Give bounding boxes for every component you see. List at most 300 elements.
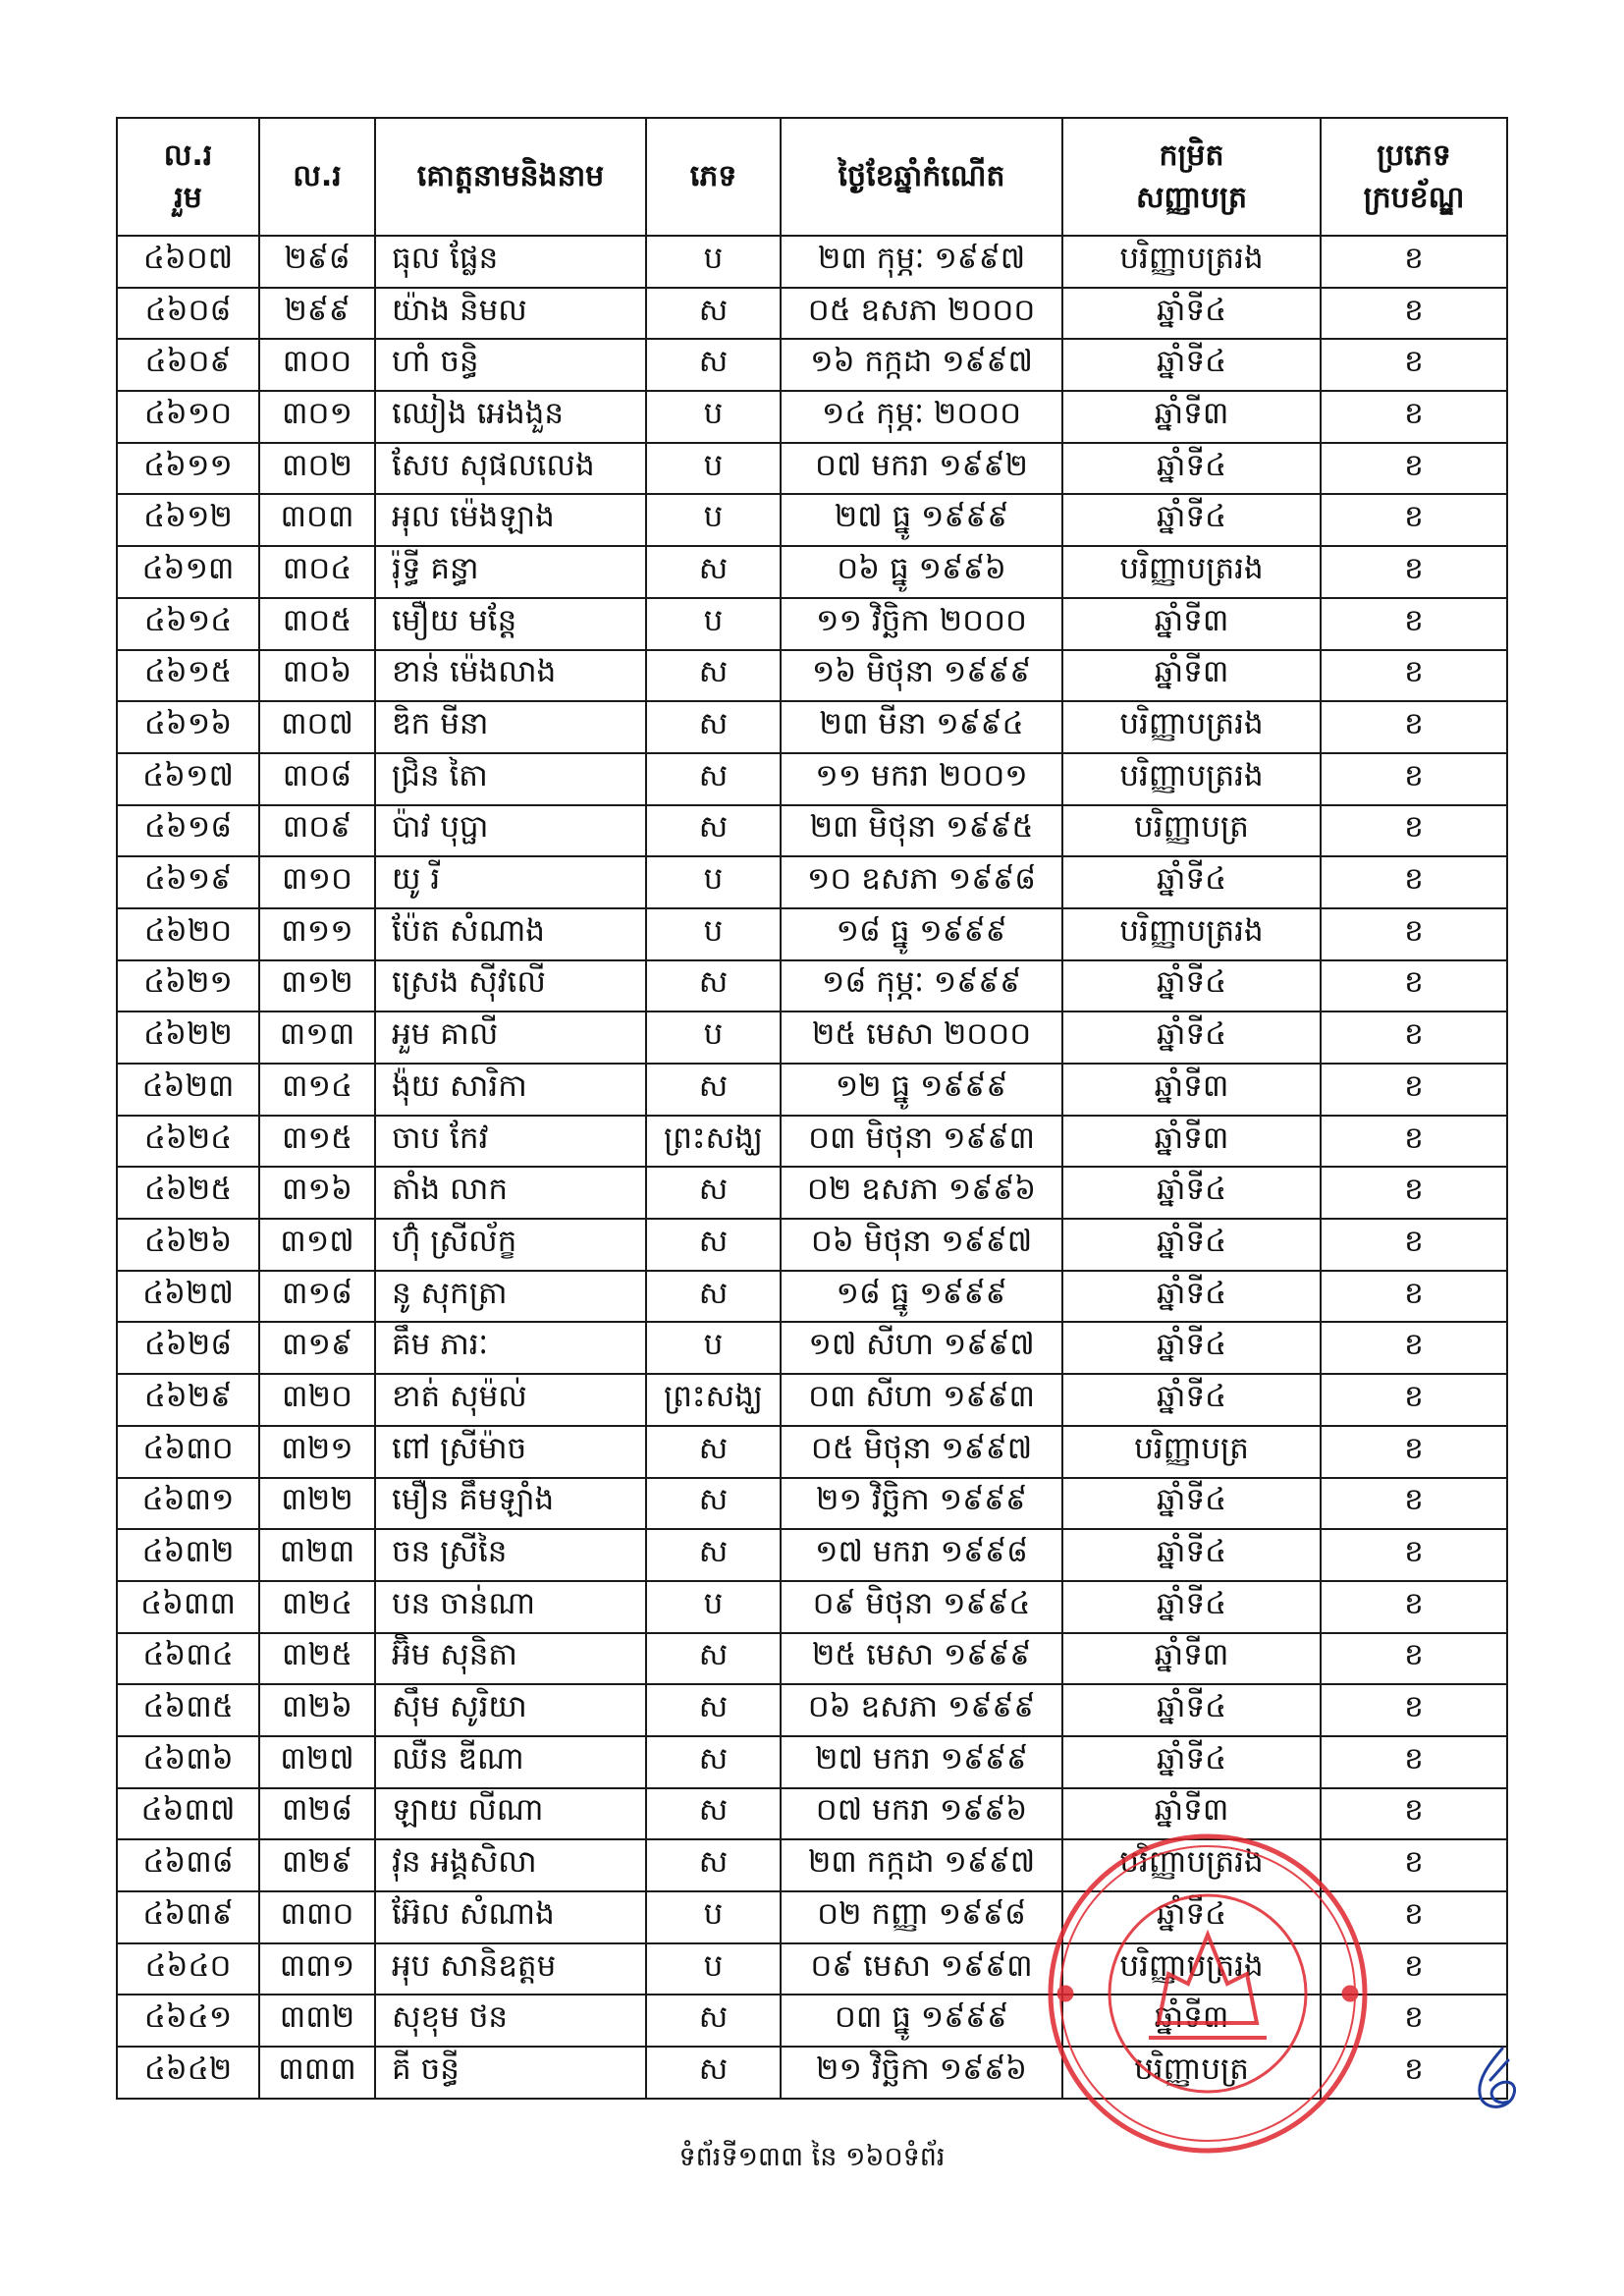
cell-no: ៣០៩ [259,805,375,857]
cell-category: ខ [1321,1374,1507,1426]
cell-no: ៣១០ [259,856,375,908]
cell-degree: ឆ្នាំទី៤ [1062,1478,1321,1530]
cell-birth-date: ០៦ មិថុនា ១៩៩៧ [781,1219,1062,1271]
cell-category: ខ [1321,1633,1507,1685]
table-row [117,339,1507,391]
cell-sex: ប [646,236,781,288]
cell-degree: ឆ្នាំទី៤ [1062,960,1321,1012]
cell-overall-no: ៤៦១៤ [117,598,259,650]
cell-sex: ប [646,598,781,650]
cell-no: ៣០៣ [259,494,375,546]
col-header-label: ល.រ រួម [163,137,213,215]
cell-birth-date: ២១ វិច្ឆិកា ១៩៩៦ [781,2047,1062,2099]
cell-category: ខ [1321,494,1507,546]
signature-mark [1463,2041,1532,2119]
cell-no: ៣០៦ [259,650,375,702]
cell-name: ចាប កែវ [375,1116,646,1168]
cell-category: ខ [1321,546,1507,598]
cell-degree: បរិញ្ញាបត្រ [1062,805,1321,857]
cell-overall-no: ៤៦១៧ [117,753,259,805]
cell-birth-date: ២៣ មិថុនា ១៩៩៥ [781,805,1062,857]
table-row [117,650,1507,702]
cell-birth-date: ២១ វិច្ឆិកា ១៩៩៩ [781,1478,1062,1530]
cell-name: ហ៊ុំ ស្រីល័ក្ខ [375,1219,646,1271]
cell-birth-date: ១០ ឧសភា ១៩៩៨ [781,856,1062,908]
cell-degree: ឆ្នាំទី៣ [1062,598,1321,650]
cell-name: អ៊ិម សុនិតា [375,1633,646,1685]
cell-name: អុប សានិឧត្តម [375,1943,646,1995]
table-row [117,1116,1507,1168]
cell-name: ឡាយ លីណា [375,1788,646,1840]
cell-overall-no: ៤៦២៦ [117,1219,259,1271]
table-header-row [117,118,1507,236]
cell-sex: ស [646,288,781,340]
cell-category: ខ [1321,960,1507,1012]
cell-name: ឈៀង អេងងួន [375,391,646,443]
cell-sex: ស [646,753,781,805]
cell-degree: បរិញ្ញាបត្ររង [1062,753,1321,805]
cell-name: ធុល ផ្លែន [375,236,646,288]
cell-sex: ស [646,1529,781,1581]
col-header-degree [1062,118,1321,236]
cell-overall-no: ៤៦២៤ [117,1116,259,1168]
cell-no: ៣២៨ [259,1788,375,1840]
cell-birth-date: ១៤ កុម្ភៈ ២០០០ [781,391,1062,443]
cell-degree: ឆ្នាំទី៣ [1062,391,1321,443]
cell-degree: បរិញ្ញាបត្ររង [1062,1943,1321,1995]
cell-name: រ៉ុទ្ធី គន្ធា [375,546,646,598]
table-row [117,1271,1507,1323]
cell-sex: ស [646,701,781,753]
roster-body [117,236,1507,2099]
cell-birth-date: ០៦ ធ្នូ ១៩៩៦ [781,546,1062,598]
cell-no: ៣២២ [259,1478,375,1530]
cell-no: ៣១៩ [259,1322,375,1374]
cell-overall-no: ៤៦១០ [117,391,259,443]
cell-sex: ស [646,1684,781,1736]
table-row [117,1064,1507,1116]
table-row [117,805,1507,857]
table-row [117,494,1507,546]
cell-no: ៣១៣ [259,1011,375,1064]
cell-sex: ស [646,805,781,857]
cell-birth-date: ០៦ ឧសភា ១៩៩៩ [781,1684,1062,1736]
cell-birth-date: ០៣ មិថុនា ១៩៩៣ [781,1116,1062,1168]
cell-birth-date: ០៥ ឧសភា ២០០០ [781,288,1062,340]
col-header-label: គោត្តនាមនិងនាម [416,159,605,194]
cell-overall-no: ៤៦២៨ [117,1322,259,1374]
cell-birth-date: ០២ កញ្ញា ១៩៩៨ [781,1891,1062,1943]
cell-sex: ស [646,960,781,1012]
cell-degree: ឆ្នាំទី៤ [1062,288,1321,340]
cell-category: ខ [1321,805,1507,857]
cell-overall-no: ៤៦១១ [117,443,259,495]
cell-birth-date: ១១ វិច្ឆិកា ២០០០ [781,598,1062,650]
cell-no: ៣៣១ [259,1943,375,1995]
cell-sex: ស [646,1839,781,1891]
cell-category: ខ [1321,1271,1507,1323]
cell-category: ខ [1321,236,1507,288]
cell-sex: ស [646,1633,781,1685]
cell-name: សុខុម ថន [375,1995,646,2047]
cell-degree: ឆ្នាំទី៤ [1062,1011,1321,1064]
roster-table [116,117,1508,2100]
col-header-label: ប្រភេទ ក្របខ័ណ្ឌ [1363,137,1465,215]
cell-overall-no: ៤៦១៥ [117,650,259,702]
cell-category: ខ [1321,1736,1507,1788]
cell-birth-date: ០៧ មករា ១៩៩២ [781,443,1062,495]
cell-overall-no: ៤៦៤១ [117,1995,259,2047]
cell-sex: ព្រះសង្ឃ [646,1116,781,1168]
cell-no: ៣១១ [259,908,375,960]
table-row [117,856,1507,908]
cell-category: ខ [1321,1064,1507,1116]
col-header-category [1321,118,1507,236]
cell-no: ៣០៤ [259,546,375,598]
cell-name: ស្រេង ស៊ីវលើ [375,960,646,1012]
table-row [117,1426,1507,1478]
cell-name: ឈឺន ឌីណា [375,1736,646,1788]
cell-sex: ព្រះសង្ឃ [646,1374,781,1426]
cell-birth-date: ១១ មករា ២០០១ [781,753,1062,805]
cell-category: ខ [1321,1995,1507,2047]
cell-category: ខ [1321,1116,1507,1168]
cell-degree: ឆ្នាំទី៤ [1062,1581,1321,1633]
cell-sex: ស [646,2047,781,2099]
cell-birth-date: ០៩ មេសា ១៩៩៣ [781,1943,1062,1995]
cell-category: ខ [1321,701,1507,753]
cell-no: ៣២៧ [259,1736,375,1788]
cell-degree: ឆ្នាំទី៤ [1062,1891,1321,1943]
cell-no: ៣០៥ [259,598,375,650]
col-header-label: ល.រ [293,159,342,194]
cell-sex: ប [646,1581,781,1633]
cell-no: ៣០៧ [259,701,375,753]
cell-category: ខ [1321,1011,1507,1064]
cell-birth-date: ២៥ មេសា ១៩៩៩ [781,1633,1062,1685]
cell-degree: ឆ្នាំទី៤ [1062,443,1321,495]
cell-birth-date: ២៣ មីនា ១៩៩៤ [781,701,1062,753]
cell-birth-date: ១៨ ធ្នូ ១៩៩៩ [781,908,1062,960]
cell-no: ២៩៨ [259,236,375,288]
cell-category: ខ [1321,1839,1507,1891]
cell-sex: ប [646,494,781,546]
table-row [117,1374,1507,1426]
cell-category: ខ [1321,856,1507,908]
cell-overall-no: ៤៦២២ [117,1011,259,1064]
cell-birth-date: ១៦ មិថុនា ១៩៩៩ [781,650,1062,702]
cell-degree: ឆ្នាំទី៣ [1062,650,1321,702]
cell-no: ៣០០ [259,339,375,391]
cell-overall-no: ៤៦១៦ [117,701,259,753]
cell-no: ៣១៧ [259,1219,375,1271]
cell-degree: ឆ្នាំទី៤ [1062,1374,1321,1426]
cell-name: មឿយ មន្តែ [375,598,646,650]
table-row [117,1478,1507,1530]
cell-degree: ឆ្នាំទី៣ [1062,1995,1321,2047]
cell-no: ៣០៨ [259,753,375,805]
cell-degree: បរិញ្ញាបត្រ [1062,2047,1321,2099]
cell-overall-no: ៤៦៣៦ [117,1736,259,1788]
cell-no: ៣១៥ [259,1116,375,1168]
cell-name: សែប សុផលលេង [375,443,646,495]
cell-sex: ប [646,443,781,495]
cell-birth-date: ១៦ កក្កដា ១៩៩៧ [781,339,1062,391]
table-row [117,1529,1507,1581]
cell-birth-date: ២៣ កក្កដា ១៩៩៧ [781,1839,1062,1891]
cell-name: ង៉ុយ សារិកា [375,1064,646,1116]
cell-degree: បរិញ្ញាបត្ររង [1062,236,1321,288]
cell-overall-no: ៤៦៣៨ [117,1839,259,1891]
official-seal-stamp [1041,1827,1375,2160]
cell-no: ៣៣០ [259,1891,375,1943]
cell-no: ៣១២ [259,960,375,1012]
cell-degree: ឆ្នាំទី៤ [1062,339,1321,391]
cell-sex: ស [646,1478,781,1530]
cell-name: គី ចន្ធី [375,2047,646,2099]
cell-sex: ស [646,1995,781,2047]
cell-sex: ស [646,339,781,391]
cell-category: ខ [1321,2047,1507,2099]
col-header-birth-date [781,118,1062,236]
cell-overall-no: ៤៦១៣ [117,546,259,598]
cell-name: ស៊ឹម សូរិយា [375,1684,646,1736]
cell-overall-no: ៤៦២៣ [117,1064,259,1116]
cell-overall-no: ៤៦២៧ [117,1271,259,1323]
cell-sex: ស [646,1788,781,1840]
table-row [117,598,1507,650]
cell-birth-date: ១២ ធ្នូ ១៩៩៩ [781,1064,1062,1116]
cell-sex: ស [646,650,781,702]
cell-degree: ឆ្នាំទី៣ [1062,1064,1321,1116]
cell-category: ខ [1321,1167,1507,1219]
cell-overall-no: ៤៦៣៥ [117,1684,259,1736]
cell-no: ២៩៩ [259,288,375,340]
cell-overall-no: ៤៦៣៤ [117,1633,259,1685]
col-header-label: ភេទ [689,159,737,194]
cell-name: យូ រី [375,856,646,908]
cell-name: អ៊ែល សំណាង [375,1891,646,1943]
cell-birth-date: ១៨ កុម្ភៈ ១៩៩៩ [781,960,1062,1012]
table-row [117,1167,1507,1219]
cell-degree: ឆ្នាំទី៣ [1062,1116,1321,1168]
table-row [117,1581,1507,1633]
cell-name: អុល ម៉េងឡាង [375,494,646,546]
cell-no: ៣២៥ [259,1633,375,1685]
cell-overall-no: ៤៦០៨ [117,288,259,340]
cell-category: ខ [1321,1891,1507,1943]
cell-name: យ៉ាង និមល [375,288,646,340]
cell-overall-no: ៤៦២៥ [117,1167,259,1219]
cell-category: ខ [1321,1943,1507,1995]
cell-overall-no: ៤៦៣៣ [117,1581,259,1633]
cell-name: មឿន គឹមឡាំង [375,1478,646,1530]
table-row [117,753,1507,805]
cell-name: ឌិក មីនា [375,701,646,753]
cell-no: ៣២៤ [259,1581,375,1633]
cell-overall-no: ៤៦១៩ [117,856,259,908]
cell-birth-date: ២៧ មករា ១៩៩៩ [781,1736,1062,1788]
cell-sex: ស [646,546,781,598]
cell-overall-no: ៤៦៣០ [117,1426,259,1478]
cell-degree: ឆ្នាំទី៤ [1062,1167,1321,1219]
cell-no: ៣៣៣ [259,2047,375,2099]
cell-name: ហាំ ចន្ធិ [375,339,646,391]
col-header-no [259,118,375,236]
cell-name: ខាន់ ម៉េងលាង [375,650,646,702]
cell-degree: ឆ្នាំទី៤ [1062,494,1321,546]
cell-birth-date: ១៧ មករា ១៩៩៨ [781,1529,1062,1581]
cell-degree: ឆ្នាំទី៤ [1062,1529,1321,1581]
table-row [117,443,1507,495]
cell-category: ខ [1321,443,1507,495]
cell-no: ៣២១ [259,1426,375,1478]
cell-birth-date: ០៣ សីហា ១៩៩៣ [781,1374,1062,1426]
cell-overall-no: ៤៦៤២ [117,2047,259,2099]
cell-sex: ប [646,908,781,960]
cell-category: ខ [1321,650,1507,702]
cell-overall-no: ៤៦២០ [117,908,259,960]
cell-birth-date: ២៥ មេសា ២០០០ [781,1011,1062,1064]
cell-name: ជ្រិន តៃា [375,753,646,805]
cell-no: ៣២៩ [259,1839,375,1891]
table-row [117,1219,1507,1271]
cell-category: ខ [1321,1529,1507,1581]
cell-name: តាំង លាក [375,1167,646,1219]
cell-birth-date: ០៩ មិថុនា ១៩៩៤ [781,1581,1062,1633]
cell-category: ខ [1321,339,1507,391]
cell-category: ខ [1321,753,1507,805]
table-row [117,391,1507,443]
table-row [117,960,1507,1012]
cell-sex: ប [646,391,781,443]
cell-birth-date: ០៣ ធ្នូ ១៩៩៩ [781,1995,1062,2047]
col-header-label: ថ្ងៃខែឆ្នាំកំណើត [838,159,1005,194]
cell-overall-no: ៤៦២៩ [117,1374,259,1426]
cell-degree: បរិញ្ញាបត្ររង [1062,701,1321,753]
cell-sex: ប [646,1943,781,1995]
cell-no: ៣២៣ [259,1529,375,1581]
col-header-label: កម្រិត សញ្ញាបត្រ [1135,137,1248,215]
cell-birth-date: ២៣ កុម្ភៈ ១៩៩៧ [781,236,1062,288]
cell-sex: ប [646,856,781,908]
cell-sex: ស [646,1064,781,1116]
cell-category: ខ [1321,1581,1507,1633]
cell-overall-no: ៤៦១២ [117,494,259,546]
table-row [117,1736,1507,1788]
cell-birth-date: ១៧ សីហា ១៩៩៧ [781,1322,1062,1374]
cell-sex: ស [646,1426,781,1478]
cell-degree: ឆ្នាំទី៤ [1062,1322,1321,1374]
cell-sex: ស [646,1736,781,1788]
cell-category: ខ [1321,598,1507,650]
table-row [117,1322,1507,1374]
cell-category: ខ [1321,1684,1507,1736]
cell-overall-no: ៤៦៣៧ [117,1788,259,1840]
cell-name: ពៅ ស្រីម៉ាច [375,1426,646,1478]
cell-degree: ឆ្នាំទី៤ [1062,856,1321,908]
cell-name: នូ សុកត្រា [375,1271,646,1323]
table-row [117,236,1507,288]
cell-overall-no: ៤៦៣៩ [117,1891,259,1943]
cell-birth-date: ០២ ឧសភា ១៩៩៦ [781,1167,1062,1219]
cell-no: ៣១៨ [259,1271,375,1323]
col-header-name [375,118,646,236]
cell-sex: ប [646,1891,781,1943]
cell-birth-date: ០៥ មិថុនា ១៩៩៧ [781,1426,1062,1478]
cell-degree: ឆ្នាំទី៤ [1062,1271,1321,1323]
cell-overall-no: ៤៦១៨ [117,805,259,857]
cell-name: ចន ស្រីនៃ [375,1529,646,1581]
table-row [117,288,1507,340]
cell-overall-no: ៤៦០៩ [117,339,259,391]
table-row [117,1684,1507,1736]
cell-degree: ឆ្នាំទី៤ [1062,1684,1321,1736]
cell-degree: ឆ្នាំទី៣ [1062,1788,1321,1840]
cell-overall-no: ៤៦០៧ [117,236,259,288]
cell-category: ខ [1321,908,1507,960]
cell-sex: ស [646,1167,781,1219]
cell-degree: បរិញ្ញាបត្ររង [1062,908,1321,960]
cell-category: ខ [1321,1322,1507,1374]
cell-no: ៣១៤ [259,1064,375,1116]
cell-name: វុន អង្គសិលា [375,1839,646,1891]
table-row [117,701,1507,753]
cell-category: ខ [1321,1478,1507,1530]
col-header-sex [646,118,781,236]
cell-no: ៣២០ [259,1374,375,1426]
cell-overall-no: ៤៦៤០ [117,1943,259,1995]
cell-sex: ស [646,1271,781,1323]
cell-category: ខ [1321,391,1507,443]
cell-category: ខ [1321,1219,1507,1271]
cell-overall-no: ៤៦២១ [117,960,259,1012]
cell-overall-no: ៤៦៣២ [117,1529,259,1581]
cell-birth-date: ១៨ ធ្នូ ១៩៩៩ [781,1271,1062,1323]
page-number: ទំព័រទី១៣៣ នៃ ១៦០ទំព័រ [678,2142,946,2172]
cell-sex: ស [646,1219,781,1271]
cell-name: គឹម ភារៈ [375,1322,646,1374]
col-header-overall-no [117,118,259,236]
cell-name: អួម គាលី [375,1011,646,1064]
cell-sex: ប [646,1322,781,1374]
cell-name: ប៉ាវ បុប្ផា [375,805,646,857]
cell-no: ៣០១ [259,391,375,443]
cell-category: ខ [1321,288,1507,340]
cell-birth-date: ០៧ មករា ១៩៩៦ [781,1788,1062,1840]
cell-degree: បរិញ្ញាបត្រ [1062,1426,1321,1478]
cell-name: ខាត់ សុម៉ល់ [375,1374,646,1426]
cell-no: ៣២៦ [259,1684,375,1736]
table-row [117,1633,1507,1685]
cell-sex: ប [646,1011,781,1064]
cell-birth-date: ២៧ ធ្នូ ១៩៩៩ [781,494,1062,546]
cell-overall-no: ៤៦៣១ [117,1478,259,1530]
table-row [117,908,1507,960]
cell-degree: បរិញ្ញាបត្ររង [1062,546,1321,598]
cell-category: ខ [1321,1788,1507,1840]
cell-no: ៣៣២ [259,1995,375,2047]
cell-category: ខ [1321,1426,1507,1478]
table-row [117,1011,1507,1064]
cell-degree: ឆ្នាំទី៣ [1062,1633,1321,1685]
cell-name: បន ចាន់ណា [375,1581,646,1633]
cell-degree: ឆ្នាំទី៤ [1062,1736,1321,1788]
cell-degree: បរិញ្ញាបត្ររង [1062,1839,1321,1891]
cell-name: ប៉ែត សំណាង [375,908,646,960]
cell-no: ៣១៦ [259,1167,375,1219]
cell-degree: ឆ្នាំទី៤ [1062,1219,1321,1271]
